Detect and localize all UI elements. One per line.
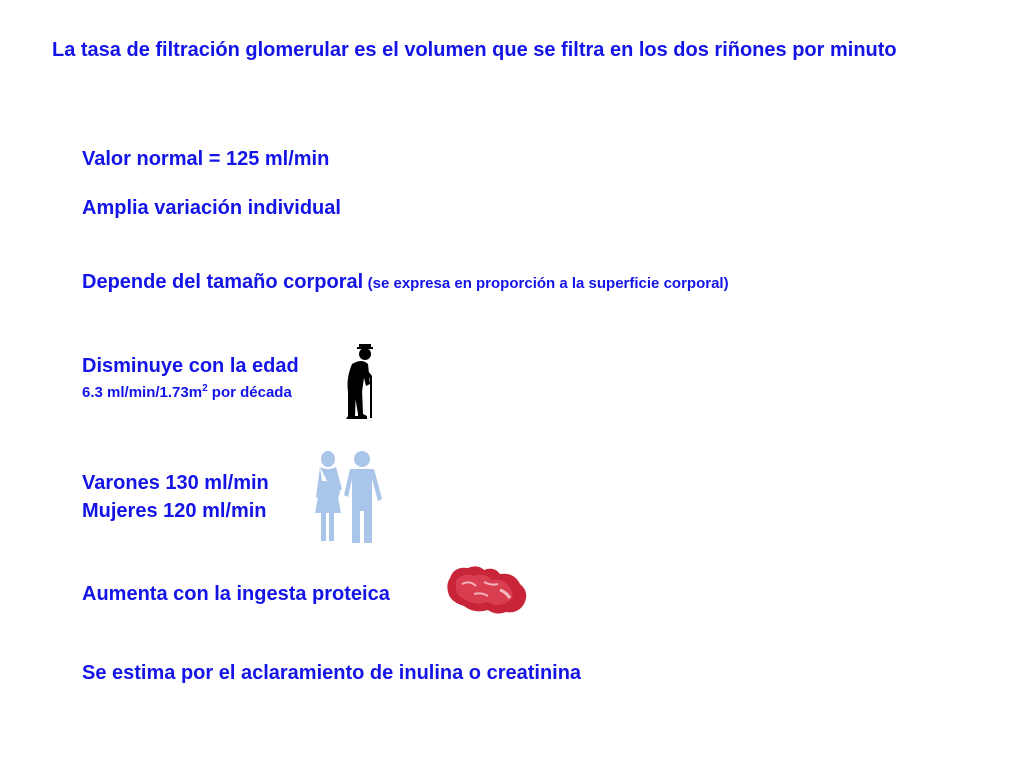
variation-text: Amplia variación individual [82, 197, 341, 219]
body-size-note: (se expresa en proporción a la superficie corporal) [367, 275, 729, 292]
women-text: Mujeres 120 ml/min [82, 500, 267, 522]
age-rate-text [82, 384, 292, 402]
estimation-text: Se estima por el aclaramiento de inulina o creatinina [82, 662, 582, 684]
age-rate-prefix: 6.3 ml/min/1.73m [82, 384, 203, 401]
age-rate-exponent: 2 [202, 383, 208, 394]
normal-value-text: Valor normal = 125 ml/min [82, 148, 330, 170]
age-rate-suffix: por década [207, 384, 292, 401]
protein-text: Aumenta con la ingesta proteica [82, 583, 390, 605]
elderly-person-icon [338, 344, 378, 420]
body-size-text: Depende del tamaño corporal [82, 271, 364, 293]
man-woman-icon [312, 447, 386, 545]
slide-title: La tasa de filtración glomerular es el volumen que se filtra en los dos riñones por minuto [52, 39, 897, 61]
men-text: Varones 130 ml/min [82, 472, 269, 494]
age-text: Disminuye con la edad [82, 355, 299, 377]
body-size-line [82, 270, 729, 294]
meat-steak-icon [444, 562, 530, 618]
